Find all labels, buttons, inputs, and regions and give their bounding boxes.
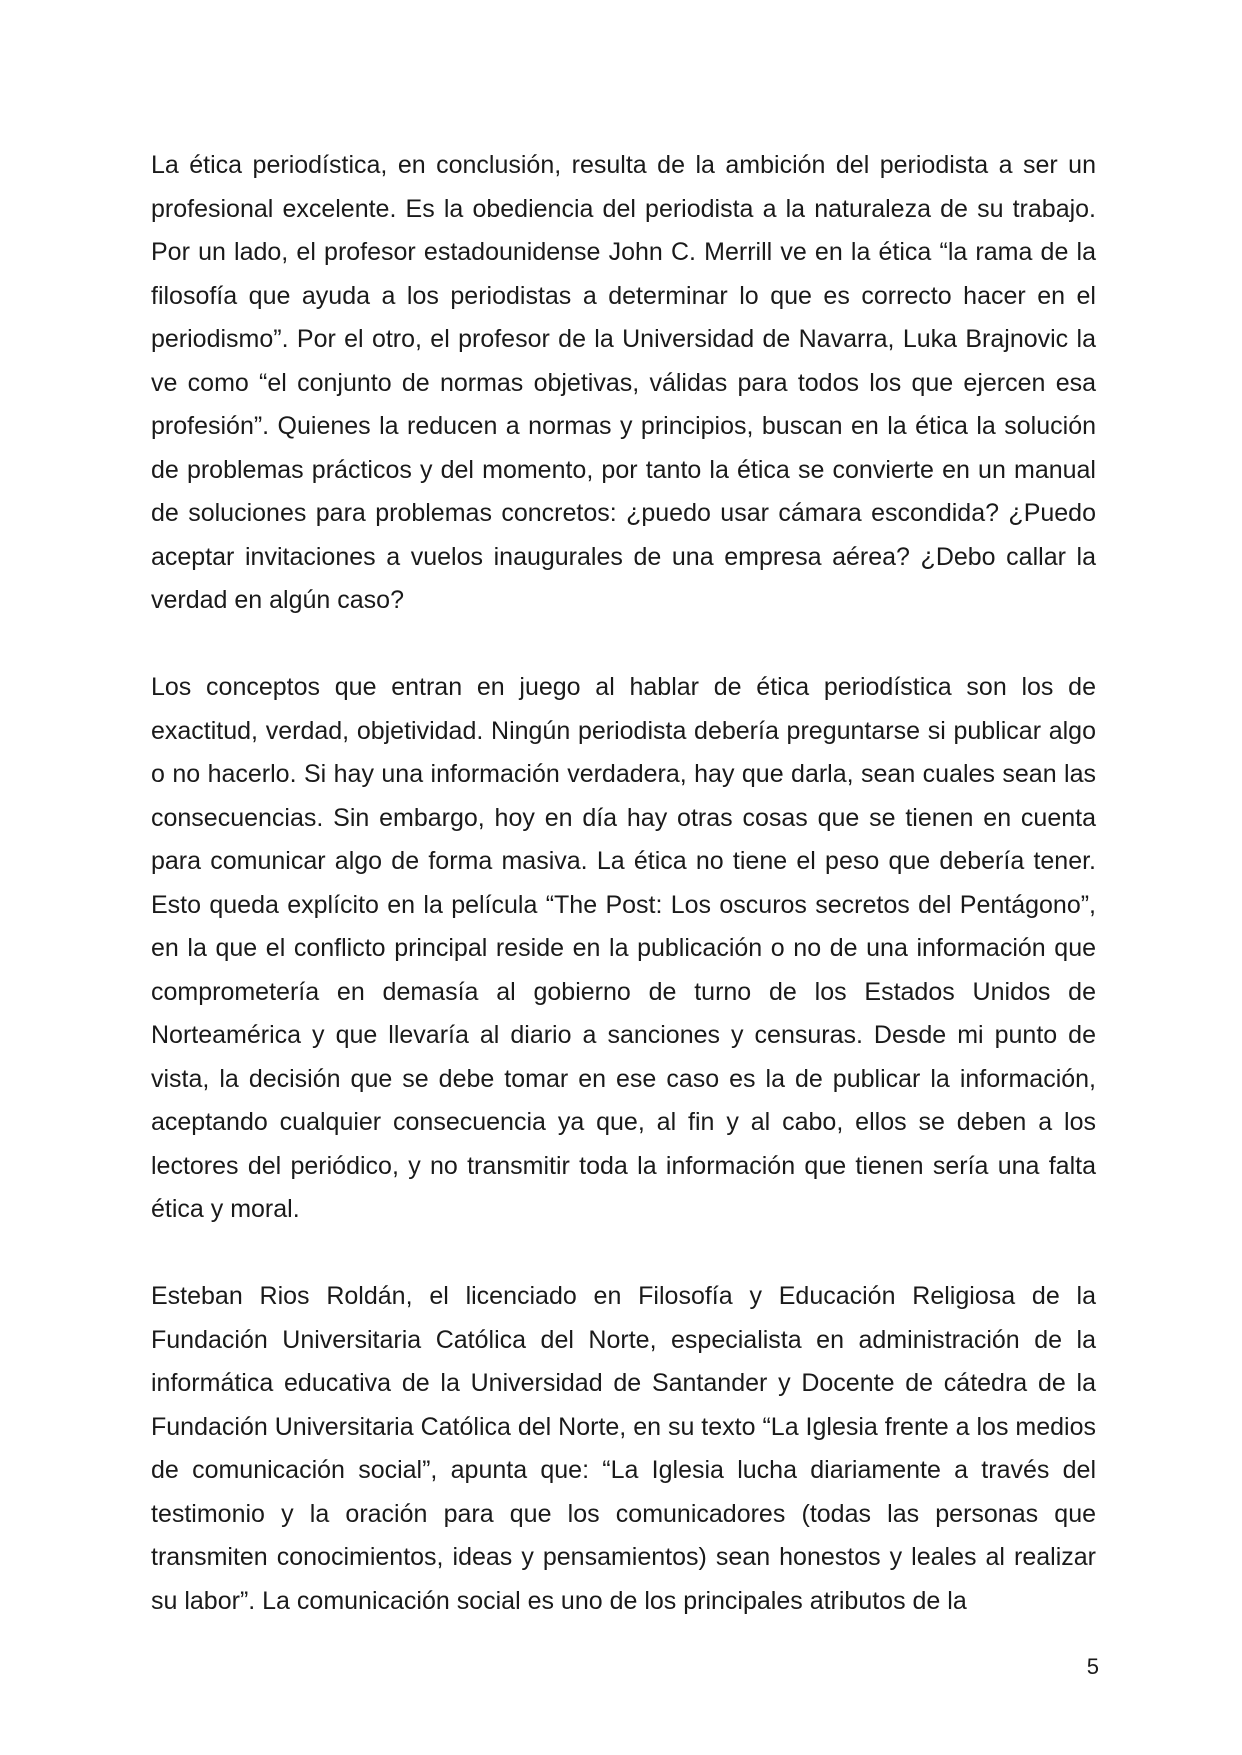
page-number: 5 bbox=[1086, 1654, 1099, 1679]
paragraph-esteban-rios-roldan: Esteban Rios Roldán, el licenciado en Filosofía y Educación Religiosa de la Fundación Universitaria Católica del Norte, especialista en administración de la informática educativa de la Universidad de Santander y Docente de cátedra de la Fundación Universitaria Católica del Norte, en su texto “La Iglesia frente a los medios de comunicación social”, apunta que: “La Iglesia lucha diariamente a través del testimonio y la oración para que los comunicadores (todas las personas que transmiten conocimientos, ideas y pensamientos) sean honestos y leales al realizar su labor”. La comunicación social es uno de los principales atributos de la bbox=[151, 1282, 1096, 1615]
paragraph-journalistic-ethics: La ética periodística, en conclusión, resulta de la ambición del periodista a ser un profesional excelente. Es la obediencia del periodista a la naturaleza de su trabajo. Por un lado, el profesor estadounidense John C. Merrill ve en la ética “la rama de la filosofía que ayuda a los periodistas a determinar lo que es correcto hacer en el periodismo”. Por el otro, el profesor de la Universidad de Navarra, Luka Brajnovic la ve como “el conjunto de normas objetivas, válidas para todos los que ejercen esa profesión”. Quienes la reducen a normas y principios, buscan en la ética la solución de problemas prácticos y del momento, por tanto la ética se convierte en un manual de soluciones para problemas concretos: ¿puedo usar cámara escondida? ¿Puedo aceptar invitaciones a vuelos inaugurales de una empresa aérea? ¿Debo callar la verdad en algún caso? bbox=[151, 151, 1096, 614]
paragraph-concepts-the-post: Los conceptos que entran en juego al hablar de ética periodística son los de exactitud, verdad, objetividad. Ningún periodista debería preguntarse si publicar algo o no hacerlo. Si hay una información verdadera, hay que darla, sean cuales sean las consecuencias. Sin embargo, hoy en día hay otras cosas que se tienen en cuenta para comunicar algo de forma masiva. La ética no tiene el peso que debería tener. Esto queda explícito en la película “The Post: Los oscuros secretos del Pentágono”, en la que el conflicto principal reside en la publicación o no de una información que comprometería en demasía al gobierno de turno de los Estados Unidos de Norteamérica y que llevaría al diario a sanciones y censuras. Desde mi punto de vista, la decisión que se debe tomar en ese caso es la de publicar la información, aceptando cualquier consecuencia ya que, al fin y al cabo, ellos se deben a los lectores del periódico, y no transmitir toda la información que tienen sería una falta ética y moral. bbox=[151, 673, 1096, 1223]
document-body bbox=[151, 144, 1096, 1623]
